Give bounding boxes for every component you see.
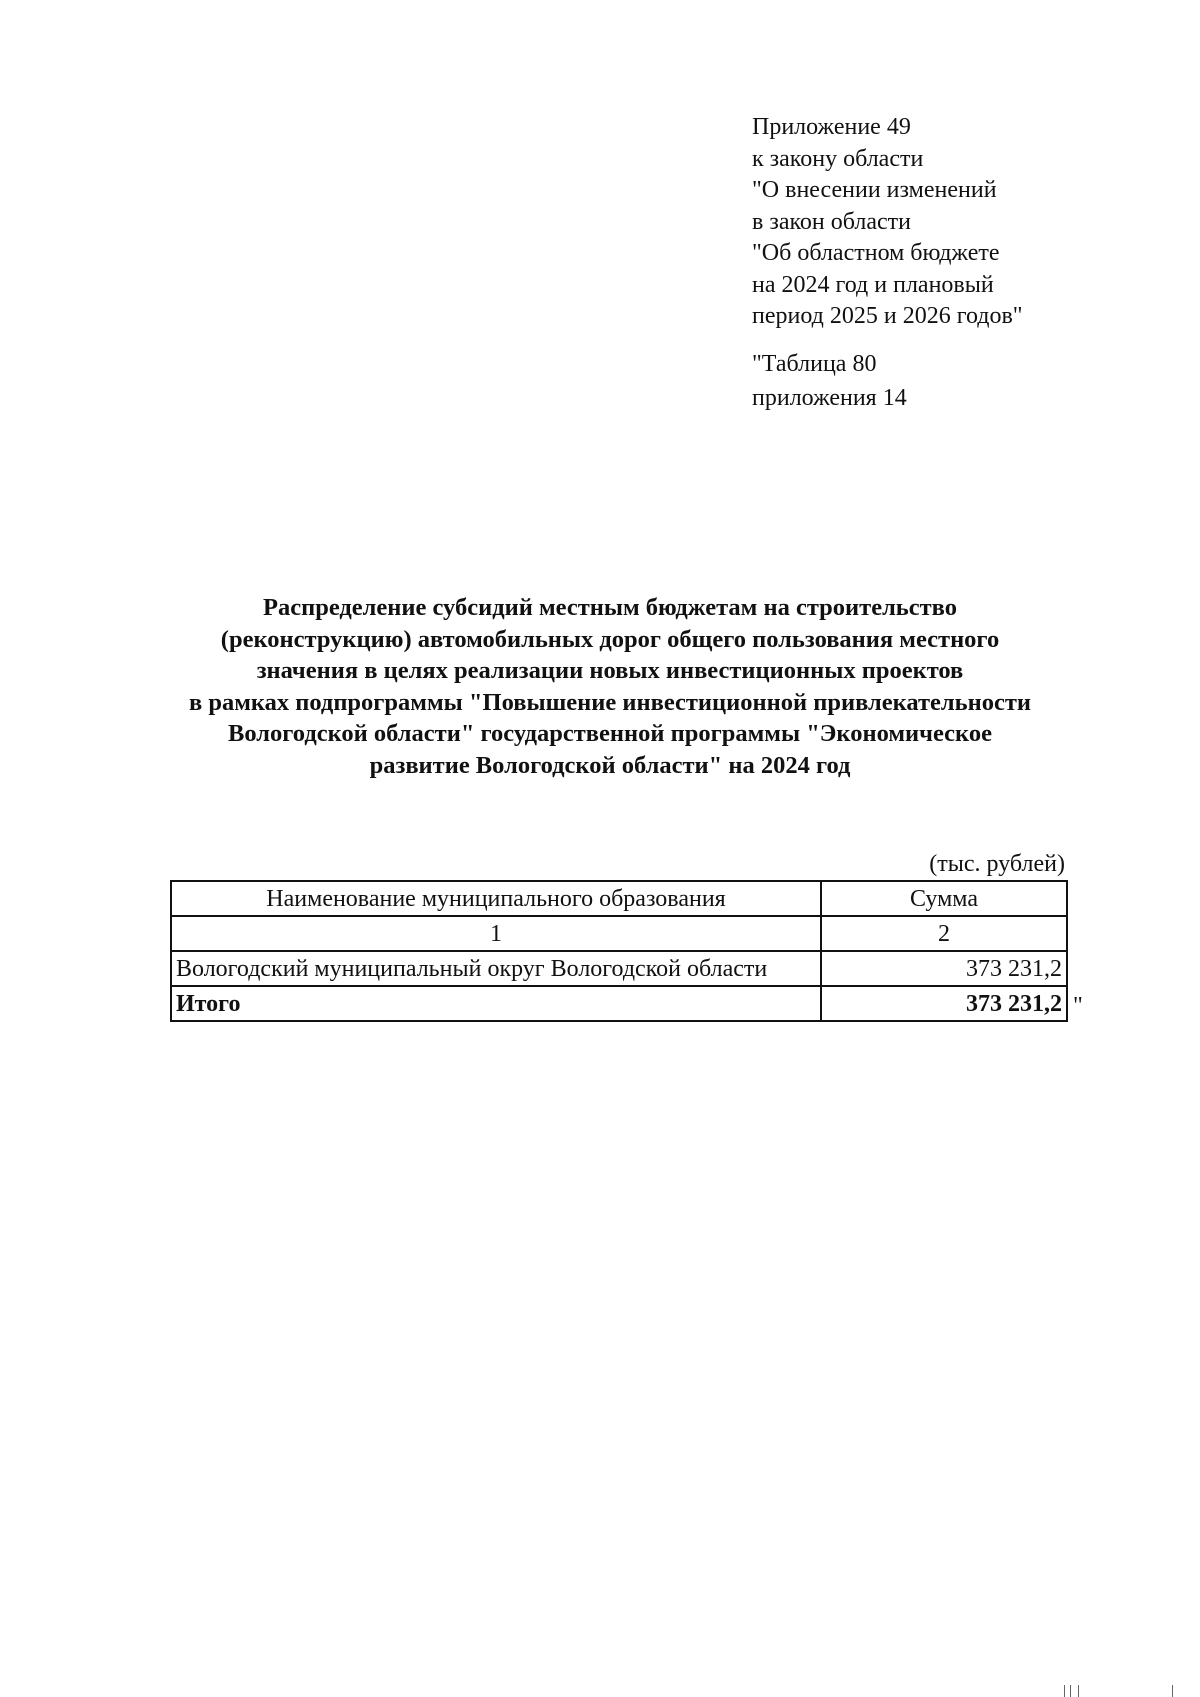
table-ref-line: "Таблица 80: [752, 351, 877, 377]
table-header-row: [171, 881, 1067, 916]
appendix-line: в закон области: [752, 208, 911, 235]
scan-artifact: [1172, 1685, 1173, 1697]
title-line: в рамках подпрограммы "Повышение инвестиционной привлекательности: [188, 688, 1032, 716]
column-number-row: [171, 916, 1067, 951]
column-number-2: 2: [821, 916, 1067, 951]
total-amount: 373 231,2: [821, 986, 1067, 1021]
appendix-line: "Об областном бюджете: [752, 240, 1000, 266]
appendix-line: на 2024 год и плановый: [752, 271, 994, 298]
closing-quote: ": [1073, 993, 1083, 1019]
appendix-reference: [752, 112, 1023, 333]
scan-artifact: [1070, 1685, 1071, 1697]
header-amount: Сумма: [821, 881, 1067, 916]
units-label: (тыс. рублей): [929, 851, 1065, 877]
appendix-line: период 2025 и 2026 годов": [752, 303, 1023, 329]
title-line: Распределение субсидий местным бюджетам на строительство: [262, 594, 957, 621]
column-number-1: 1: [171, 916, 821, 951]
total-label: Итого: [171, 986, 821, 1021]
municipality-amount: 373 231,2: [821, 951, 1067, 986]
scan-artifact: [1064, 1685, 1065, 1697]
title-line: значения в целях реализации новых инвестиционных проектов: [256, 657, 964, 684]
subsidy-table: [170, 880, 1068, 1022]
scan-artifact: [1078, 1685, 1079, 1697]
title-line: развитие Вологодской области" на 2024 год: [369, 751, 851, 779]
table-row: [171, 951, 1067, 986]
table-reference: [752, 347, 907, 415]
title-line: (реконструкцию) автомобильных дорог общего пользования местного: [220, 625, 1000, 653]
title-line: Вологодской области" государственной программы "Экономическое: [228, 720, 992, 747]
document-title: [160, 592, 1060, 781]
total-row: [171, 986, 1067, 1021]
municipality-name: Вологодский муниципальный округ Вологодской области: [171, 951, 821, 986]
header-municipality: Наименование муниципального образования: [171, 881, 821, 916]
appendix-line: к закону области: [752, 145, 924, 172]
appendix-line: Приложение 49: [752, 114, 911, 140]
appendix-line: "О внесении изменений: [752, 177, 997, 203]
table-ref-line: приложения 14: [752, 385, 907, 411]
